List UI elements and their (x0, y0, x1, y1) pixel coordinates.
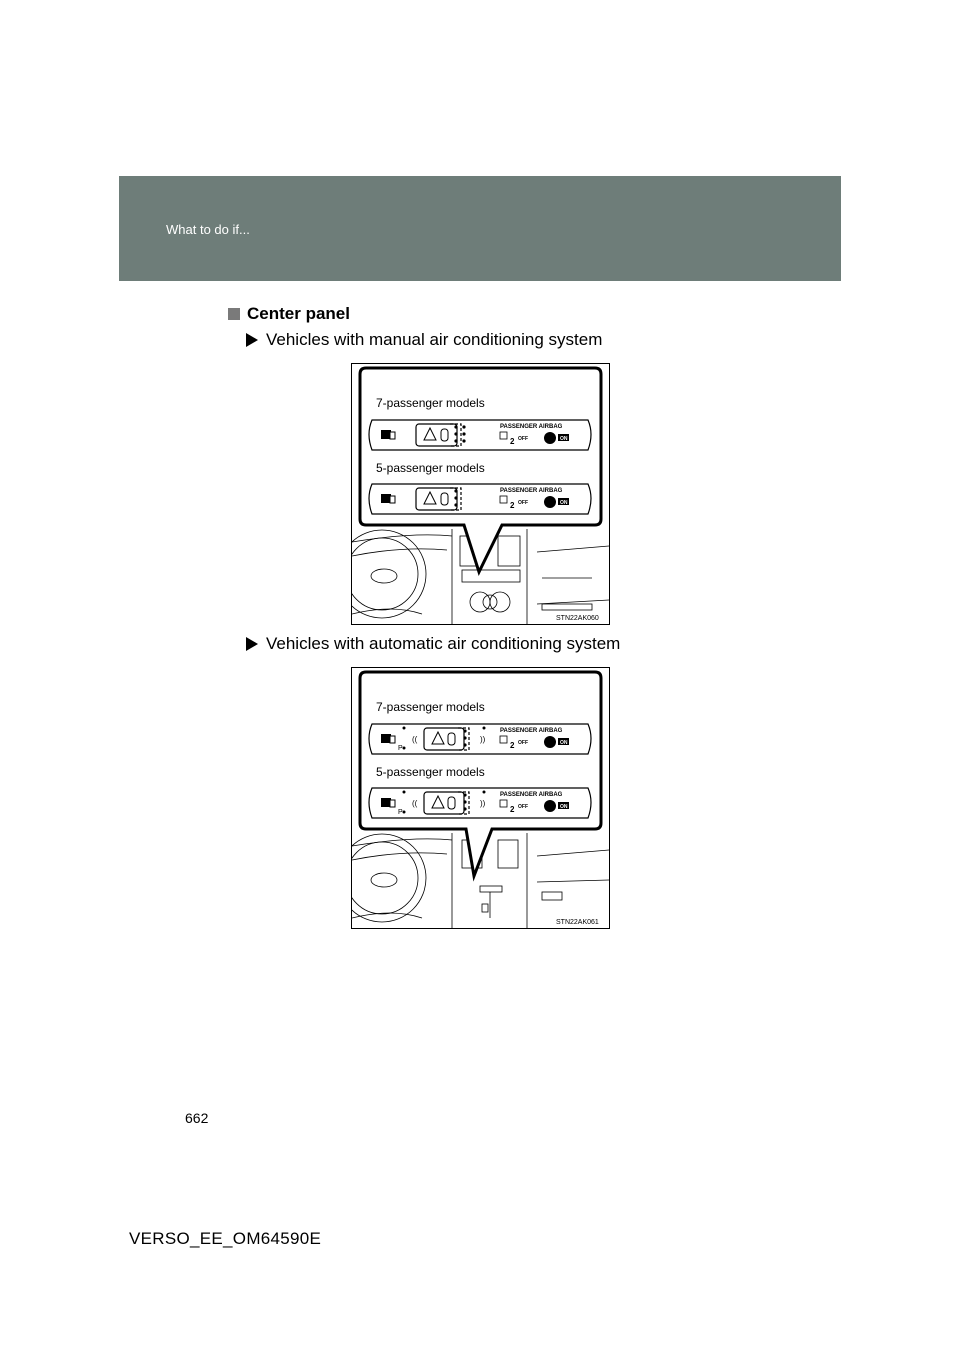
label-5-passenger: 5-passenger models (376, 765, 485, 779)
svg-text:)): )) (480, 735, 486, 744)
document-code: VERSO_EE_OM64590E (129, 1229, 322, 1248)
square-bullet-icon (228, 308, 240, 320)
figure-manual-ac-illustration (352, 364, 609, 624)
svg-text:)): )) (480, 799, 486, 808)
svg-text:OFF: OFF (518, 436, 528, 442)
subitem-automatic (246, 634, 620, 654)
triangle-bullet-icon (246, 637, 258, 651)
figure-automatic-ac-illustration (352, 668, 609, 928)
svg-text:((: (( (412, 735, 418, 744)
svg-text:2: 2 (510, 501, 515, 510)
svg-text:2: 2 (510, 437, 515, 446)
passenger-airbag-text: PASSENGER AIRBAG (500, 424, 563, 430)
svg-text:ON: ON (560, 500, 568, 506)
svg-text:OFF: OFF (518, 740, 528, 746)
svg-text:P: P (398, 809, 403, 816)
label-7-passenger: 7-passenger models (376, 700, 485, 714)
svg-text:P: P (398, 745, 403, 752)
svg-text:2: 2 (510, 741, 515, 750)
triangle-bullet-icon (246, 333, 258, 347)
section-heading-text: Center panel (247, 304, 350, 323)
svg-text:PASSENGER AIRBAG: PASSENGER AIRBAG (500, 728, 563, 734)
panel-strip-7 (369, 724, 591, 754)
page-number: 662 (185, 1110, 209, 1126)
label-7-passenger: 7-passenger models (376, 396, 485, 410)
label-5-passenger: 5-passenger models (376, 461, 485, 475)
panel-strip-5 (369, 484, 591, 514)
subitem-manual (246, 330, 602, 350)
panel-strip-7 (369, 420, 591, 450)
svg-text:ON: ON (560, 804, 568, 810)
panel-strip-5 (369, 788, 591, 818)
svg-text:OFF: OFF (518, 804, 528, 810)
svg-text:PASSENGER AIRBAG: PASSENGER AIRBAG (500, 488, 563, 494)
figure-code: STN22AK061 (556, 919, 599, 926)
svg-text:((: (( (412, 799, 418, 808)
figure-automatic-ac (351, 667, 610, 929)
svg-text:ON: ON (560, 740, 568, 746)
figure-code: STN22AK060 (556, 615, 599, 622)
header-title: What to do if... (166, 222, 250, 237)
subitem-manual-text: Vehicles with manual air conditioning system (266, 330, 603, 349)
section-heading (228, 304, 350, 324)
subitem-automatic-text: Vehicles with automatic air conditioning system (266, 634, 621, 653)
figure-manual-ac (351, 363, 610, 625)
svg-text:2: 2 (510, 805, 515, 814)
svg-text:OFF: OFF (518, 500, 528, 506)
svg-text:ON: ON (560, 436, 568, 442)
svg-text:PASSENGER AIRBAG: PASSENGER AIRBAG (500, 792, 563, 798)
